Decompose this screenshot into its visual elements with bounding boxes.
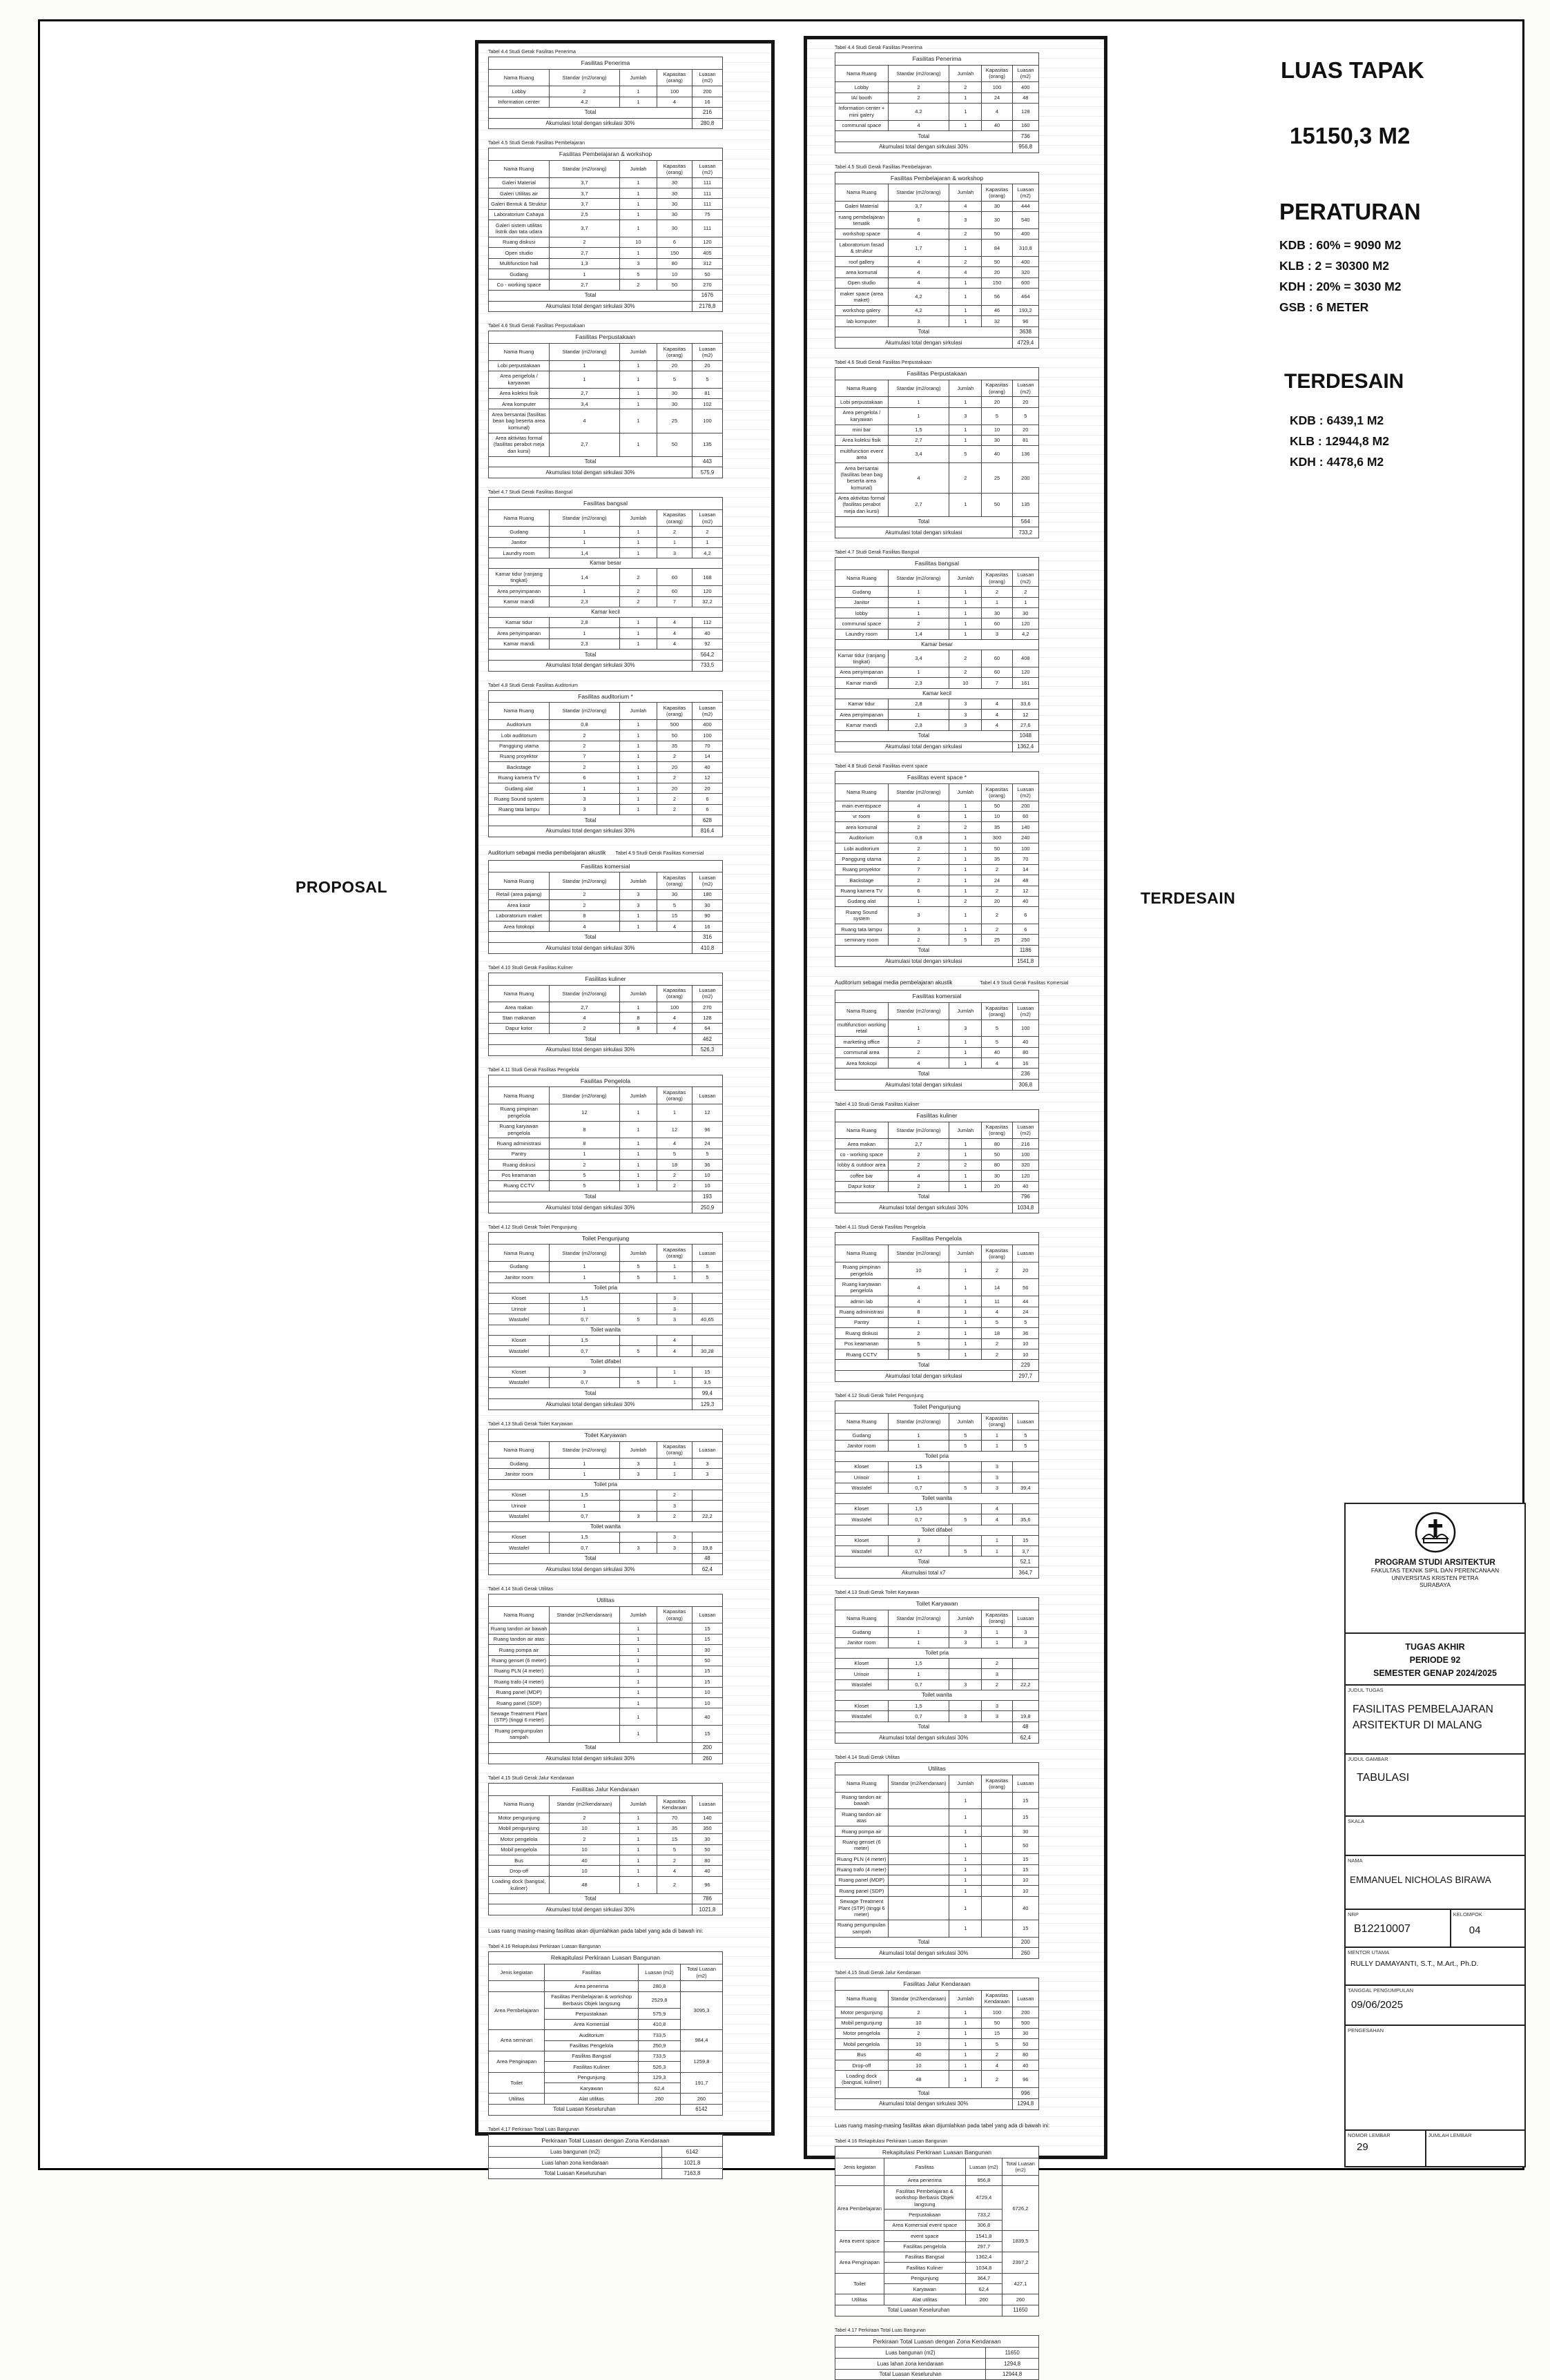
nomor-lembar-value: 29 (1357, 2141, 1368, 2153)
proposal-table-strip (475, 40, 775, 2177)
table-caption: Tabel 4.13 Studi Gerak Toilet Karyawan (488, 1422, 575, 1427)
nrp-kelompok-section (1346, 1910, 1524, 1948)
luas-tapak-value: 15150,3 M2 (1290, 123, 1411, 148)
table-caption: Tabel 4.4 Studi Gerak Fasilitas Penerima (835, 46, 925, 50)
nama-label: NAMA (1348, 1857, 1363, 1864)
semester: SEMESTER GENAP 2024/2025 (1373, 1668, 1498, 1678)
sheet-border (38, 19, 1524, 2170)
table-caption: Tabel 4.13 Studi Gerak Toilet Karyawan (835, 1590, 922, 1595)
regulation-line: KLB : 12944,8 M2 (1290, 434, 1389, 448)
nrp-value: B12210007 (1354, 1923, 1411, 1935)
table-fasilitas-kuliner: Fasilitas kuliner Nama Ruang Standar (m2/orang) Jumlah Kapasitas (orang) Luasan (m2) Area makan 2,7 1 100 270 Stan makanan 4 8 4 128 Dapur kotor 2 8 4 64 Total 462 Akumulasi total dengan sirkulasi 30% 526,3 (488, 973, 723, 1056)
pengesahan-label: PENGESAHAN (1348, 2027, 1384, 2033)
table-toilet-pengunjung: Toilet Pengunjung Nama Ruang Standar (m2/orang) Jumlah Kapasitas (orang) Luasan Gudang 1 5 1 5 Janitor room 1 5 1 5 Toilet pria Kloset 1,5 3 Urinoir 1 3 Wastafel 0,7 5 3 40,65 Toilet wanita Kloset 1,5 4 Wastafel 0,7 5 4 30,28 Toilet difabel Kloset 3 1 15 Wastafel 0,7 5 1 3,5 Total 99,4 Akumulasi total dengan sirkulasi 30% 129,3 (488, 1232, 723, 1410)
title-block (1344, 1503, 1526, 2167)
judul-gambar: TABULASI (1357, 1772, 1410, 1784)
table-caption: Tabel 4.7 Studi Gerak Fasilitas Bangsal (835, 550, 922, 555)
table-caption: Tabel 4.12 Studi Gerak Toilet Pengunjung (488, 1225, 580, 1230)
kelompok-label: KELOMPOK (1453, 1911, 1482, 1918)
table-rekapitulasi-perkiraan-luasan-bangunan: Rekapitulasi Perkiraan Luasan Bangunan Jenis kegiatan Fasilitas Luasan (m2) Total Luasan (m2) Area penerima 280,8 Area Pembelajaran Fasilitas Pembelajaran & workshop Berbasis Objek langsung 2529,8 3095,3 Perpustakaan 575,9 Area Komersial 410,8 Area seminari Auditorium 733,5 984,4 Fasilitas Pengelola 250,9 Area Penginapan Fasilitas Bangsal 733,5 1259,8 Fasilitas Kuliner 526,3 Toilet Pengunjung 129,3 191,7 Karyawan 62,4 Utilitas Alat utilitas 260 260 Total Luasan Keseluruhan 6142 (488, 1951, 723, 2115)
table-caption: Tabel 4.6 Studi Gerak Fasilitas Perpustakaan (835, 360, 934, 365)
table-caption: Tabel 4.8 Studi Gerak Fasilitas Auditorium (488, 683, 581, 688)
table-rekapitulasi-perkiraan-luasan-bangunan: Rekapitulasi Perkiraan Luasan Bangunan Jenis kegiatan Fasilitas Luasan (m2) Total Luasan (m2) Area penerima 956,8 Area Pembelajaran Fasilitas Pembelajaran & workshop Berbasis Objek langsung 4729,4 6726,2 Perpustakaan 733,2 Area Komersial event space 306,8 Area event space event space 1541,8 1839,5 Fasilitas pengelola 297,7 Area Penginapan Fasilitas Bangsal 1362,4 2397,2 Fasilitas Kuliner 1034,8 Toilet Pengunjung 364,7 427,1 Karyawan 62,4 Utilitas Alat utilitas 260 260 Total Luasan Keseluruhan 11650 (835, 2146, 1039, 2316)
table-caption: Tabel 4.4 Studi Gerak Fasilitas Penerima (488, 50, 579, 55)
note: Luas ruang masing-masing fasilitas akan dijumlahkan pada tabel yang ada di bawah ini: (488, 1928, 704, 1935)
tanggal-label: TANGGAL PENGUMPULAN (1348, 1987, 1414, 1993)
table-caption: Tabel 4.6 Studi Gerak Fasilitas Perpustakaan (488, 324, 588, 329)
table-fasilitas-perpustakaan: Fasilitas Perpustakaan Nama Ruang Standar (m2/orang) Jumlah Kapasitas (orang) Luasan (m2) Lobi perpustakaan 1 1 20 20 Area pengelola / karyawan 1 3 5 5 mini bar 1,5 1 10 20 Area koleksi fisik 2,7 1 30 81 multifunction event area 3,4 5 40 136 Area bersantai (fasilitas bean bag beserta area komunal) 4 2 25 200 Area aktivitas formal (fasilitas perabot meja dan kursi) 2,7 1 50 135 Total 564 Akumulasi total dengan sirkulasi 733,2 (835, 367, 1039, 538)
table-caption: Tabel 4.11 Studi Gerak Fasilitas Pengelola (488, 1068, 581, 1073)
tugas-akhir: TUGAS AKHIR (1405, 1642, 1465, 1652)
table-fasilitas-jalur-kendaraan: Fasilitas Jalur Kendaraan Nama Ruang Standar (m2/kendaraan) Jumlah Kapasitas Kendaraan Luasan Motor pengunjung 2 1 100 200 Mobil pengunjung 10 1 50 500 Motor pengelola 2 1 15 30 Mobil pengelola 10 1 5 50 Bus 40 1 2 80 Drop-off 10 1 4 40 Loading dock (bangsal, kuliner) 48 1 2 96 Total 996 Akumulasi total dengan sirkulasi 30% 1294,8 (835, 1978, 1039, 2110)
peraturan-lines (1279, 235, 1402, 318)
regulation-line: GSB : 6 METER (1279, 300, 1369, 314)
table-caption: Tabel 4.10 Studi Gerak Fasilitas Kuliner (488, 966, 576, 970)
table-caption: Tabel 4.11 Studi Gerak Fasilitas Pengelola (835, 1225, 928, 1230)
note: Auditorium sebagai media pembelajaran akustik (835, 979, 953, 986)
table-fasilitas-auditorium: Fasilitas auditorium * Nama Ruang Standar (m2/orang) Jumlah Kapasitas (orang) Luasan (m2) Auditorium 0,8 1 500 400 Lobi auditorium 2 1 50 100 Panggung utama 2 1 35 70 Ruang proyektor 7 1 2 14 Backstage 2 1 20 40 Ruang kamera TV 6 1 2 12 Gudang alat 1 1 20 20 Ruang Sound system 3 1 2 6 Ruang tata lampu 3 1 2 6 Total 628 Akumulasi total dengan sirkulasi 30% 816,4 (488, 690, 723, 837)
table-caption: Tabel 4.15 Studi Gerak Jalur Kendaraan (835, 1971, 924, 1976)
nrp-cell (1346, 1910, 1451, 1947)
judul-gambar-label: JUDUL GAMBAR (1348, 1756, 1388, 1762)
kota: SURABAYA (1419, 1581, 1451, 1589)
note: Luas ruang masing-masing fasilitas akan dijumlahkan pada tabel yang ada di bawah ini: (835, 2122, 1050, 2129)
jumlah-lembar-label: JUMLAH LEMBAR (1428, 2132, 1472, 2138)
table-caption: Tabel 4.14 Studi Gerak Utilitas (835, 1755, 902, 1760)
skala-section (1346, 1817, 1524, 1856)
table-fasilitas-perpustakaan: Fasilitas Perpustakaan Nama Ruang Standar (m2/orang) Jumlah Kapasitas (orang) Luasan (m2) Lobi perpustakaan 1 1 20 20 Area pengelola / karyawan 1 1 5 5 Area koleksi fisik 2,7 1 30 81 Area komputer 3,4 1 30 102 Area bersantai (fasilitas bean bag beserta area komunal) 4 1 25 100 Area aktivitas formal (fasilitas perabot meja dan kursi) 2,7 1 50 135 Total 443 Akumulasi total dengan sirkulasi 30% 575,9 (488, 331, 723, 478)
university-header (1346, 1504, 1524, 1634)
kelompok-value: 04 (1469, 1924, 1481, 1936)
table-caption: Tabel 4.17 Perkiraan Total Luas Bangunan (835, 2328, 929, 2333)
table-caption: Tabel 4.14 Studi Gerak Utilitas (488, 1587, 556, 1592)
table-perkiraan-total-luasan-dengan-zona-kendaraan: Perkiraan Total Luasan dengan Zona Kendaraan Luas bangunan (m2) 11650 Luas lahan zona kendaraan 1294,8 Total Luasan Keseluruhan 12944,8 (835, 2335, 1039, 2380)
regulation-line: KDB : 6439,1 M2 (1290, 413, 1384, 427)
terdesain-column-label: TERDESAIN (1141, 889, 1236, 907)
table-fasilitas-event-space: Fasilitas event space * Nama Ruang Standar (m2/orang) Jumlah Kapasitas (orang) Luasan (m2) main eventspace 4 1 50 200 vr room 6 1 10 60 area komunal 2 2 35 140 Auditorium 0,8 1 300 240 Lobi auditorium 2 1 50 100 Panggung utama 2 1 35 70 Ruang proyektor 7 1 2 14 Backstage 2 1 24 48 Ruang kamera TV 6 1 2 12 Gudang alat 1 2 20 40 Ruang Sound system 3 1 2 6 Ruang tata lampu 3 1 2 6 seminary room 2 5 25 250 Total 1186 Akumulasi total dengan sirkulasi 1541,8 (835, 771, 1039, 967)
pengesahan-section (1346, 2026, 1524, 2131)
table-caption: Tabel 4.9 Studi Gerak Fasilitas Komersial (615, 851, 706, 856)
table-caption: Tabel 4.8 Studi Gerak Fasilitas event space (835, 764, 931, 769)
table-caption: Tabel 4.15 Studi Gerak Jalur Kendaraan (488, 1776, 577, 1781)
table-caption: Tabel 4.10 Studi Gerak Fasilitas Kuliner (835, 1102, 922, 1107)
terdesain-title: TERDESAIN (1284, 370, 1404, 393)
periode: PERIODE 92 (1409, 1655, 1461, 1665)
terdesain-table-strip (804, 36, 1107, 2378)
table-perkiraan-total-luasan-dengan-zona-kendaraan: Perkiraan Total Luasan dengan Zona Kendaraan Luas bangunan (m2) 6142 Luas lahan zona kendaraan 1021,8 Total Luasan Keseluruhan 7163,8 (488, 2134, 723, 2180)
table-fasilitas-pengelola: Fasilitas Pengelola Nama Ruang Standar (m2/orang) Jumlah Kapasitas (orang) Luasan Ruang pimpinan pengelola 12 1 1 12 Ruang karyawan pengelola 8 1 12 96 Ruang administrasi 8 1 4 24 Pantry 1 1 5 5 Ruang diskusi 2 1 18 36 Pos keamanan 5 1 2 10 Ruang CCTV 5 1 2 10 Total 193 Akumulasi total dengan sirkulasi 30% 250,9 (488, 1075, 723, 1213)
judul-gambar-section (1346, 1755, 1524, 1817)
program-studi: PROGRAM STUDI ARSITEKTUR (1375, 1559, 1495, 1567)
table-utilitas: Utilitas Nama Ruang Standar (m2/kendaraan) Jumlah Kapasitas (orang) Luasan Ruang tandon air bawah 1 15 Ruang tandon air atas 1 15 Ruang pompa air 1 30 Ruang genset (6 meter) 1 50 Ruang PLN (4 meter) 1 15 Ruang trafo (4 meter) 1 15 Ruang panel (MDP) 1 10 Ruang panel (SDP) 1 10 Sewage Treatment Plant (STP) (tinggi 6 meter) 1 40 Ruang pengumpulan sampah 1 15 Total 200 Akumulasi total dengan sirkulasi 30% 260 (488, 1594, 723, 1764)
table-toilet-pengunjung: Toilet Pengunjung Nama Ruang Standar (m2/orang) Jumlah Kapasitas (orang) Luasan Gudang 1 5 1 5 Janitor room 1 5 1 5 Toilet pria Kloset 1,5 3 Urinoir 1 3 Wastafel 0,7 5 3 39,4 Toilet wanita Kloset 1,5 4 Wastafel 0,7 5 4 35,6 Toilet difabel Kloset 3 1 15 Wastafel 0,7 5 1 3,7 Total 52,1 Akumulasi total x7 364,7 (835, 1401, 1039, 1579)
tugas-akhir-section (1346, 1634, 1524, 1686)
table-fasilitas-penerima: Fasilitas Penerima Nama Ruang Standar (m2/orang) Jumlah Kapasitas (orang) Luasan (m2) Lobby 2 2 100 400 IAI booth 2 1 24 48 Information center + mini galery 4.2 1 4 128 communal space 4 1 40 160 Total 736 Akumulasi total dengan sirkulasi 30% 956,8 (835, 52, 1039, 153)
universitas: UNIVERSITAS KRISTEN PETRA (1391, 1574, 1479, 1581)
nama-section (1346, 1856, 1524, 1910)
luas-tapak-title: LUAS TAPAK (1281, 57, 1424, 83)
table-fasilitas-penerima: Fasilitas Penerima Nama Ruang Standar (m2/orang) Jumlah Kapasitas (orang) Luasan (m2) Lobby 2 1 100 200 Information center 4.2 1 4 16 Total 216 Akumulasi total dengan sirkulasi 30% 280,8 (488, 57, 723, 129)
tanggal-section (1346, 1986, 1524, 2026)
table-fasilitas-bangsal: Fasilitas bangsal Nama Ruang Standar (m2/orang) Jumlah Kapasitas (orang) Luasan (m2) Gudang 1 1 2 2 Janitor 1 1 1 1 Laundry room 1,4 1 3 4,2 Kamar besar Kamar tidur (ranjang tingkat) 1,4 2 60 168 Area penyimpanan 1 2 60 120 Kamar mandi 2,3 2 7 32,2 Kamar kecil Kamar tidur 2,8 1 4 112 Area penyimpanan 1 1 4 40 Kamar mandi 2,3 1 4 92 Total 564,2 Akumulasi total dengan sirkulasi 30% 733,5 (488, 497, 723, 671)
nomor-lembar-label: NOMOR LEMBAR (1348, 2132, 1391, 2138)
universitas-kristen-petra-logo-icon (1414, 1511, 1457, 1554)
mentor-label: MENTOR UTAMA (1348, 1949, 1390, 1955)
judul-tugas-section (1346, 1686, 1524, 1755)
mentor-section (1346, 1948, 1524, 1986)
regulation-line: KDH : 20% = 3030 M2 (1279, 280, 1402, 293)
table-fasilitas-pembelajaran-workshop: Fasilitas Pembelajaran & workshop Nama Ruang Standar (m2/orang) Jumlah Kapasitas (orang) Luasan (m2) Galeri Material 3,7 1 30 111 Galeri Utilitas air 3,7 1 30 111 Galeri Bentuk & Struktur 3,7 1 30 111 Laboratorium Cahaya 2,5 1 30 75 Galeri sistem utilitas listrik dan tata udara 3,7 1 30 111 Ruang diskusi 2 10 6 120 Open studio 2,7 1 150 405 Multifunction hall 1,3 3 80 312 Gudang 1 5 10 50 Co - working space 2,7 2 50 270 Total 1676 Akumulasi total dengan sirkulasi 30% 2178,8 (488, 148, 723, 312)
table-caption: Tabel 4.9 Studi Gerak Fasilitas Komersial (980, 981, 1071, 986)
table-caption: Tabel 4.17 Perkiraan Total Luas Bangunan (488, 2127, 582, 2132)
peraturan-title: PERATURAN (1279, 199, 1421, 224)
table-caption: Tabel 4.12 Studi Gerak Toilet Pengunjung (835, 1394, 927, 1398)
table-fasilitas-bangsal: Fasilitas bangsal Nama Ruang Standar (m2/orang) Jumlah Kapasitas (orang) Luasan (m2) Gudang 1 1 2 2 Janitor 1 1 1 1 lobby 1 1 30 30 communal space 2 1 60 120 Laundry room 1,4 1 3 4,2 Kamar besar Kamar tidur (ranjang tingkat) 3,4 2 60 408 Area penyimpanan 1 2 60 120 Kamar mandi 2,3 10 7 161 Kamar kecil Kamar tidur 2,8 3 4 33,6 Area penyimpanan 1 3 4 12 Kamar mandi 2,3 3 4 27,6 Total 1048 Akumulasi total dengan sirkulasi 1362,4 (835, 557, 1039, 752)
table-fasilitas-komersial: Fasilitas komersial Nama Ruang Standar (m2/orang) Jumlah Kapasitas (orang) Luasan (m2) Retail (area pajang) 2 3 30 180 Area kasir 2 3 5 30 Laboratorium maket 8 1 15 90 Area fotokopi 4 1 4 16 Total 316 Akumulasi total dengan sirkulasi 30% 410,8 (488, 860, 723, 954)
mentor-name: RULLY DAMAYANTI, S.T., M.Art., Ph.D. (1350, 1960, 1479, 1968)
kelompok-cell (1451, 1910, 1524, 1947)
terdesain-lines (1290, 410, 1389, 472)
table-fasilitas-pembelajaran-workshop: Fasilitas Pembelajaran & workshop Nama Ruang Standar (m2/orang) Jumlah Kapasitas (orang) Luasan (m2) Galeri Material 3,7 4 30 444 ruang pembelajaran tematik 6 3 30 540 workshop space 4 2 50 400 Laboratorium fasad & struktur 1,7 1 84 310,8 roof gallery 4 2 50 400 area komunal 4 4 20 320 Open studio 4 1 150 600 maker space (area maket) 4,2 1 56 464 workshop galery 4,2 1 46 193,2 lab komputer 3 1 32 96 Total 3638 Akumulasi total dengan sirkulasi 4729,4 (835, 172, 1039, 349)
table-fasilitas-kuliner: Fasilitas kuliner Nama Ruang Standar (m2/orang) Jumlah Kapasitas (orang) Luasan (m2) Area makan 2,7 1 80 216 co - working space 2 1 50 100 lobby & outdoor area 2 2 80 320 coffee bar 4 1 30 120 Dapur kotor 2 1 20 40 Total 796 Akumulasi total dengan sirkulasi 30% 1034,8 (835, 1109, 1039, 1214)
table-toilet-karyawan: Toilet Karyawan Nama Ruang Standar (m2/orang) Jumlah Kapasitas (orang) Luasan Gudang 1 3 1 3 Janitor room 1 3 1 3 Toilet pria Kloset 1,5 2 Urinoir 1 3 Wastafel 0,7 3 2 22,2 Toilet wanita Kloset 1,5 3 Wastafel 0,7 3 3 19,8 Total 48 Akumulasi total dengan sirkulasi 30% 62,4 (835, 1597, 1039, 1744)
nrp-label: NRP (1348, 1911, 1359, 1918)
nomor-lembar-cell (1346, 2131, 1426, 2166)
regulation-line: KDB : 60% = 9090 M2 (1279, 238, 1402, 252)
proposal-label: PROPOSAL (296, 878, 388, 896)
regulation-line: KDH : 4478,6 M2 (1290, 455, 1384, 469)
table-caption: Tabel 4.5 Studi Gerak Fasilitas Pembelajaran (488, 141, 588, 146)
judul-tugas: FASILITAS PEMBELAJARAN ARSITEKTUR DI MALANG (1353, 1704, 1493, 1732)
jumlah-lembar-cell (1426, 2131, 1524, 2166)
table-caption: Tabel 4.7 Studi Gerak Fasilitas Bangsal (488, 490, 575, 495)
student-name: EMMANUEL NICHOLAS BIRAWA (1350, 1875, 1491, 1885)
judul-tugas-label: JUDUL TUGAS (1348, 1687, 1384, 1693)
table-toilet-karyawan: Toilet Karyawan Nama Ruang Standar (m2/orang) Jumlah Kapasitas (orang) Luasan Gudang 1 3 1 3 Janitor room 1 3 1 3 Toilet pria Kloset 1,5 2 Urinoir 1 3 Wastafel 0,7 3 2 22,2 Toilet wanita Kloset 1,5 3 Wastafel 0,7 3 3 19,8 Total 48 Akumulasi total dengan sirkulasi 30% 62,4 (488, 1429, 723, 1575)
tanggal-value: 09/06/2025 (1351, 1999, 1404, 2011)
table-fasilitas-pengelola: Fasilitas Pengelola Nama Ruang Standar (m2/orang) Jumlah Kapasitas (orang) Luasan Ruang pimpinan pengelola 10 1 2 20 Ruang karyawan pengelola 4 1 14 56 admin lab 4 1 11 44 Ruang administrasi 8 1 4 24 Pantry 1 1 5 5 Ruang diskusi 2 1 18 36 Pos keamanan 5 1 2 10 Ruang CCTV 5 1 2 10 Total 229 Akumulasi total dengan sirkulasi 297,7 (835, 1232, 1039, 1381)
table-caption: Tabel 4.5 Studi Gerak Fasilitas Pembelajaran (835, 165, 934, 170)
table-fasilitas-komersial: Fasilitas komersial Nama Ruang Standar (m2/orang) Jumlah Kapasitas (orang) Luasan (m2) multifunction working retail 1 3 5 100 marketing office 2 1 5 40 communal area 2 1 40 80 Area fotokopi 4 1 4 16 Total 236 Akumulasi total dengan sirkulasi 306,8 (835, 990, 1039, 1091)
table-caption: Tabel 4.16 Rekapitulasi Perkiraan Luasan Bangunan (488, 1944, 603, 1949)
regulation-line: KLB : 2 = 30300 M2 (1279, 259, 1390, 273)
skala-label: SKALA (1348, 1818, 1365, 1824)
note: Auditorium sebagai media pembelajaran akustik (488, 849, 606, 856)
table-fasilitas-jalur-kendaraan: Fasilitas Jalur Kendaraan Nama Ruang Standar (m2/kendaraan) Jumlah Kapasitas Kendaraan Luasan Motor pengunjung 2 1 70 140 Mobil pengunjung 10 1 35 350 Motor pengelola 2 1 15 30 Mobil pengelola 10 1 5 50 Bus 40 1 2 80 Drop-off 10 1 4 40 Loading dock (bangsal, kuliner) 48 1 2 96 Total 786 Akumulasi total dengan sirkulasi 30% 1021,8 (488, 1783, 723, 1915)
lembar-section (1346, 2131, 1524, 2166)
table-caption: Tabel 4.16 Rekapitulasi Perkiraan Luasan Bangunan (835, 2139, 950, 2144)
table-utilitas: Utilitas Nama Ruang Standar (m2/kendaraan) Jumlah Kapasitas (orang) Luasan Ruang tandon air bawah 1 15 Ruang tandon air atas 1 15 Ruang pompa air 1 30 Ruang genset (6 meter) 1 50 Ruang PLN (4 meter) 1 15 Ruang trafo (4 meter) 1 15 Ruang panel (MDP) 1 10 Ruang panel (SDP) 1 10 Sewage Treatment Plant (STP) (tinggi 6 meter) 1 40 Ruang pengumpulan sampah 1 15 Total 200 Akumulasi total dengan sirkulasi 30% 260 (835, 1762, 1039, 1959)
fakultas: FAKULTAS TEKNIK SIPIL DAN PERENCANAAN (1370, 1567, 1500, 1574)
